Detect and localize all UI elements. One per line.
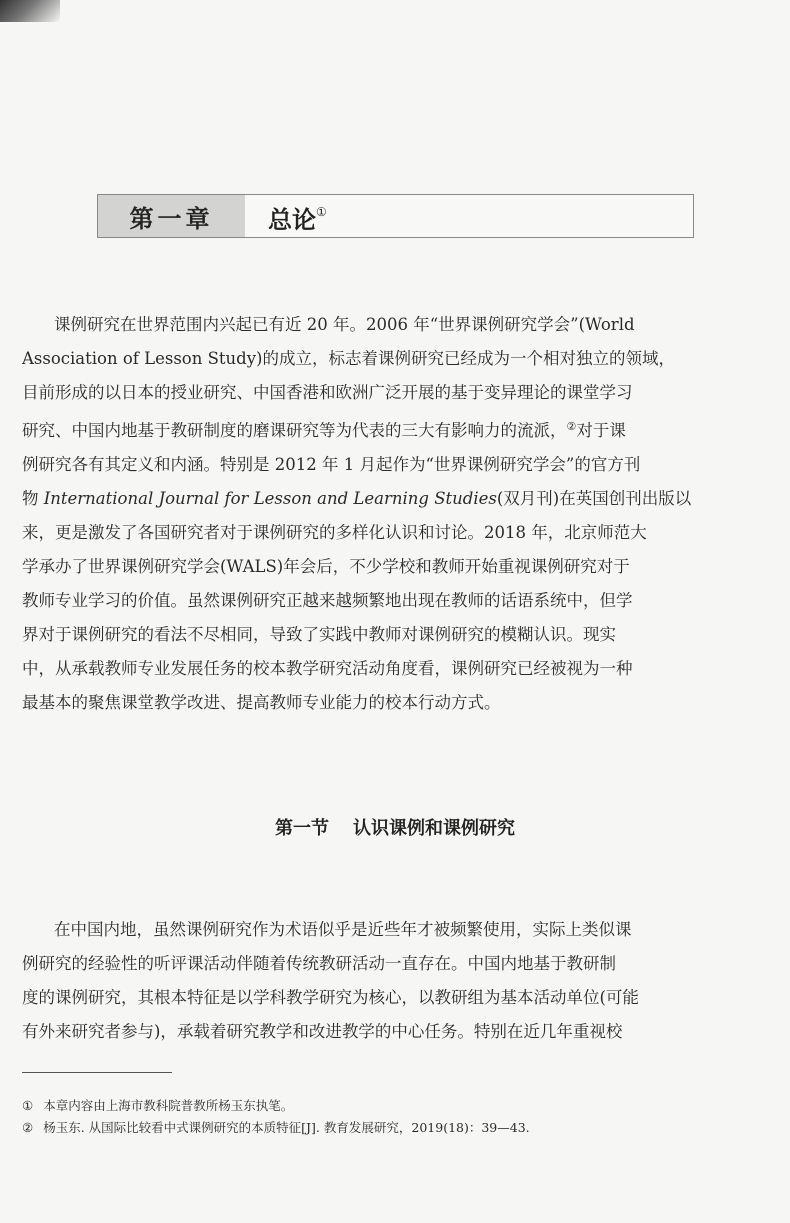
chapter-heading-box: [97, 194, 694, 238]
scan-corner-shadow: [0, 0, 60, 22]
paragraph-line: 例研究的经验性的听评课活动伴随着传统教研活动一直存在。中国内地基于教研制: [22, 954, 616, 973]
footnote-mark: ①: [22, 1098, 34, 1113]
footnote-2: [22, 1117, 712, 1139]
paragraph-line: 来，更是激发了各国研究者对于课例研究的多样化认识和讨论。2018 年，北京师范大: [22, 523, 647, 542]
section-paragraph: [22, 913, 698, 1049]
section-number: 第一节: [275, 818, 329, 839]
paragraph-line: 在中国内地，虽然课例研究作为术语似乎是近些年才被频繁使用，实际上类似课: [54, 920, 632, 939]
paragraph-line-text: 对于课: [576, 421, 626, 440]
footnotes: [22, 1095, 712, 1139]
footnote-text: 本章内容由上海市教科院普教所杨玉东执笔。: [43, 1098, 294, 1113]
paragraph-line: 有外来研究者参与)，承载着研究教学和改进教学的中心任务。特别在近几年重视校: [22, 1022, 623, 1041]
chapter-title: [268, 200, 327, 235]
paragraph-line-text: (双月刊)在英国创刊出版以: [496, 489, 692, 508]
paragraph-line: 例研究各有其定义和内涵。特别是 2012 年 1 月起作为“世界课例研究学会”的官方刊: [22, 455, 641, 474]
paragraph-line: [22, 482, 698, 516]
footnote-divider: [22, 1072, 172, 1073]
section-title: 认识课例和课例研究: [353, 818, 515, 839]
paragraph-line: 中，从承载教师专业发展任务的校本教学研究活动角度看，课例研究已经被视为一种: [22, 659, 633, 678]
footnote-mark: ②: [22, 1120, 34, 1135]
paragraph-line: 界对于课例研究的看法不尽相同，导致了实践中教师对课例研究的模糊认识。现实: [22, 625, 616, 644]
footnote-ref-2: ②: [566, 420, 577, 433]
footnote-text: 杨玉东. 从国际比较看中式课例研究的本质特征[J]. 教育发展研究，2019(18)：39—43.: [43, 1120, 530, 1135]
intro-paragraph: [22, 308, 698, 720]
chapter-footnote-mark: ①: [316, 205, 327, 219]
paragraph-line-text: 物: [22, 489, 44, 508]
paragraph-line: [22, 410, 698, 448]
paragraph-line-text: 研究、中国内地基于教研制度的磨课研究等为代表的三大有影响力的流派，: [22, 421, 567, 440]
section-heading: [0, 814, 790, 840]
paragraph-line: 度的课例研究，其根本特征是以学科教学研究为核心，以教研组为基本活动单位(可能: [22, 988, 639, 1007]
paragraph-line: Association of Lesson Study)的成立，标志着课例研究已经成为一个相对独立的领域，: [22, 349, 675, 368]
paragraph-line: 最基本的聚焦课堂教学改进、提高教师专业能力的校本行动方式。: [22, 693, 501, 712]
paragraph-line: 目前形成的以日本的授业研究、中国香港和欧洲广泛开展的基于变异理论的课堂学习: [22, 383, 633, 402]
journal-title: International Journal for Lesson and Learning Studies: [43, 489, 497, 508]
footnote-1: [22, 1095, 712, 1117]
paragraph-line: 教师专业学习的价值。虽然课例研究正越来越频繁地出现在教师的话语系统中，但学: [22, 591, 633, 610]
paragraph-line: 课例研究在世界范围内兴起已有近 20 年。2006 年“世界课例研究学会”(World: [54, 315, 635, 334]
chapter-title-text: 总论: [268, 205, 316, 234]
chapter-label: 第一章: [98, 195, 245, 237]
paragraph-line: 学承办了世界课例研究学会(WALS)年会后，不少学校和教师开始重视课例研究对于: [22, 557, 630, 576]
